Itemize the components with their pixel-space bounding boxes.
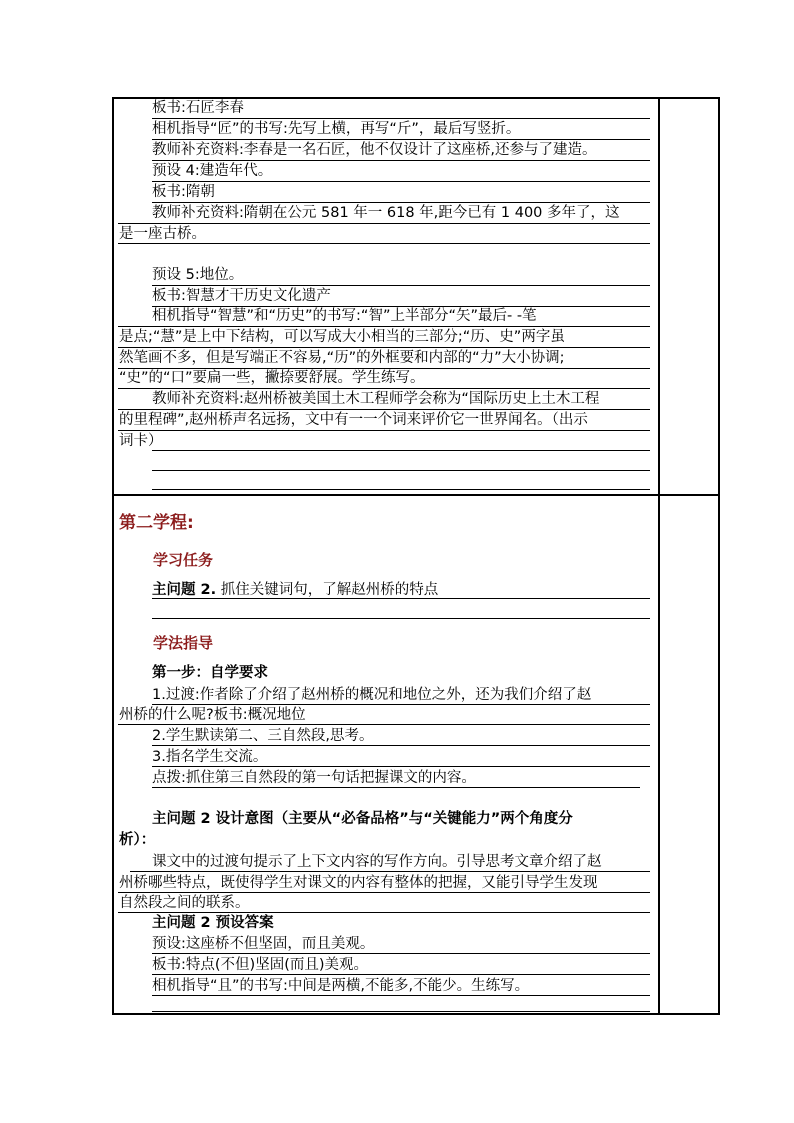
underline	[118, 430, 650, 431]
underline	[152, 181, 650, 182]
text-line: 教师补充资料:赵州桥被美国土木工程师学会称为“国际历史上土木工程	[152, 391, 600, 407]
underline	[152, 1011, 650, 1012]
underline	[118, 243, 650, 244]
underline	[118, 223, 650, 224]
text-line: 1.过渡:作者除了介绍了赵州桥的概况和地位之外，还为我们介绍了赵	[152, 687, 592, 703]
main-question-label: 主问题 2.	[152, 582, 217, 598]
main-question	[152, 581, 438, 599]
text-line: “史”的“口”要扁一些，撇捺要舒展。学生练写。	[119, 370, 425, 386]
text-line: 相机指导“且”的书写:中间是两横,不能多,不能少。生练写。	[152, 978, 530, 994]
text-line: 相机指导“匠”的书写:先写上横，再写“斤”，最后写竖折。	[152, 121, 521, 137]
row-divider	[114, 494, 718, 496]
underline	[152, 598, 650, 599]
text-line: 相机指导“智慧”和“历史”的书写:“智”上半部分“矢”最后- -笔	[152, 308, 537, 324]
section-title: 第二学程:	[119, 513, 194, 533]
text-line: 板书:隋朝	[152, 184, 215, 200]
text-line: 词卡）	[119, 433, 163, 449]
underline	[152, 118, 650, 119]
text-line: 2.学生默读第二、三自然段,思考。	[152, 728, 374, 744]
underline	[152, 953, 650, 954]
text-line: 州桥哪些特点，既使得学生对课文的内容有整体的把握，又能引导学生发现	[119, 875, 598, 891]
step1-heading: 第一步：自学要求	[152, 665, 268, 681]
text-line: 教师补充资料:李春是一名石匠，他不仅设计了这座桥,还参与了建造。	[152, 142, 597, 158]
underline	[118, 388, 650, 389]
underline	[152, 285, 650, 286]
text-line: 州桥的什么呢?板书:概况地位	[119, 707, 306, 723]
underline	[118, 409, 650, 410]
text-line: 教师补充资料:隋朝在公元 581 年一 618 年,距今已有 1 400 多年了，这	[152, 205, 620, 221]
underline	[130, 871, 650, 872]
underline	[118, 892, 650, 893]
underline	[118, 724, 650, 725]
text-line: 是点;“慧”是上中下结构，可以写成大小相当的三部分;“历、史”两字虽	[119, 329, 565, 345]
text-line: 3.指名学生交流。	[152, 749, 268, 765]
text-line: 的里程碑”,赵州桥声名远扬，文中有一一个词来评价它一世界闻名。（出示	[119, 412, 588, 428]
underline	[152, 489, 650, 490]
underline	[152, 745, 650, 746]
text-line: 是一座古桥。	[119, 226, 206, 242]
text-line: 板书:智慧才干历史文化遗产	[152, 288, 331, 304]
underline	[152, 995, 650, 996]
text-line: 然笔画不多，但是写端正不容易,“历”的外框要和内部的“力”大小协调;	[119, 350, 565, 366]
method-heading: 学法指导	[153, 634, 214, 652]
text-line: 预设:这座桥不但坚固，而且美观。	[152, 936, 375, 952]
column-divider	[658, 99, 660, 1013]
underline	[152, 618, 650, 619]
underline	[152, 787, 640, 788]
text-line: 点拨:抓住第三自然段的第一句话把握课文的内容。	[152, 770, 476, 786]
text-line: 板书:特点(不但)坚固(而且)美观。	[152, 957, 369, 973]
underline	[152, 704, 650, 705]
text-line: 预设 4:建造年代。	[152, 163, 273, 179]
underline	[118, 347, 650, 348]
design-heading-cont: 析）：	[119, 832, 156, 848]
text-line: 预设 5:地位。	[152, 267, 244, 283]
underline	[152, 450, 650, 451]
text-line: 板书:石匠李春	[152, 100, 244, 116]
design-heading: 主问题 2 设计意图（主要从“必备品格”与“关键能力”两个角度分	[152, 811, 573, 827]
task-heading: 学习任务	[153, 551, 214, 569]
main-question-text: 抓住关键词句，了解赵州桥的特点	[216, 582, 439, 598]
underline	[152, 139, 650, 140]
underline	[152, 974, 650, 975]
text-line: 自然段之间的联系。	[119, 895, 250, 911]
underline	[118, 912, 650, 913]
underline	[152, 202, 650, 203]
underline	[152, 766, 650, 767]
underline	[152, 470, 650, 471]
answer-heading: 主问题 2 预设答案	[152, 915, 274, 931]
underline	[118, 326, 650, 327]
underline	[152, 160, 650, 161]
text-line: 课文中的过渡句提示了上下文内容的写作方向。引导思考文章介绍了赵	[152, 854, 602, 870]
